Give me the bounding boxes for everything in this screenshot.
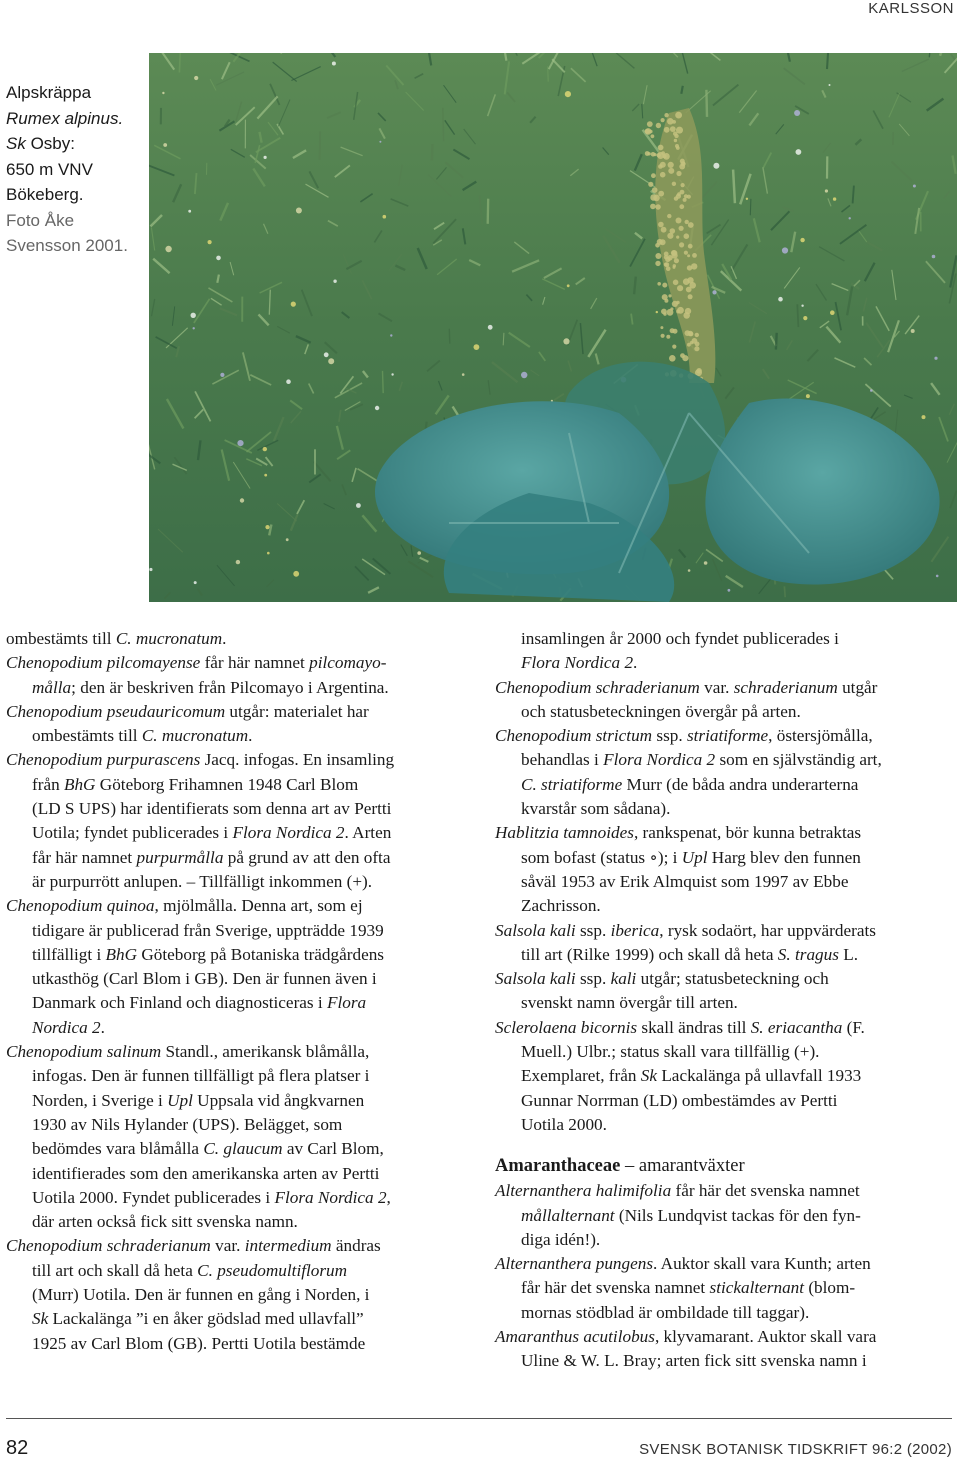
text-run: . <box>248 726 253 746</box>
text-run: (LD S UPS) har identifierats som denna art av Pertti <box>32 799 392 819</box>
text-run: tidigare är publicerad från Sverige, uppträdde 1939 <box>32 920 384 940</box>
text-run: Uline & W. L. Bray; arten fick sitt svenska namn i <box>521 1351 867 1371</box>
text-line <box>6 1016 466 1040</box>
italic-run: schraderianum <box>733 677 838 697</box>
text-run: såväl 1953 av Erik Almquist som 1997 av Ebbe <box>521 871 849 891</box>
italic-run: striatiforme <box>686 726 769 746</box>
text-run: får här det svenska namnet <box>521 1278 710 1298</box>
text-line <box>6 821 466 845</box>
text-run: ssp. <box>575 920 611 940</box>
text-line <box>495 748 947 772</box>
text-line <box>495 1301 947 1325</box>
text-line <box>6 1064 466 1088</box>
text-line <box>495 627 947 651</box>
text-line <box>495 991 947 1015</box>
italic-run: Alternanthera pungens <box>495 1254 654 1274</box>
text-line <box>495 919 947 943</box>
caption-province-abbrev: Sk <box>6 134 26 153</box>
italic-run: Sk <box>32 1309 49 1329</box>
italic-run: intermedium <box>244 1236 332 1256</box>
text-run: L. <box>838 944 859 964</box>
text-line <box>495 1325 947 1349</box>
caption-locality <box>6 131 146 157</box>
page-number: 82 <box>6 1437 29 1459</box>
text-run: Lackalänga ”i en åker gödslad med ullavfall” <box>48 1309 364 1329</box>
text-run: ombestämts till <box>32 726 142 746</box>
text-run: (F. <box>842 1017 865 1037</box>
text-line <box>6 1259 466 1283</box>
italic-run: BhG <box>105 944 138 964</box>
text-run: Uotila 2000. Fyndet publicerades i <box>32 1187 275 1207</box>
italic-run: Upl <box>167 1090 193 1110</box>
text-line <box>495 1040 947 1064</box>
text-line <box>495 1252 947 1276</box>
text-run: infogas. Den är funnen tillfälligt på flera platser i <box>32 1066 370 1086</box>
text-line <box>6 870 466 894</box>
text-run: , rankspenat, bör kunna betraktas <box>633 823 862 843</box>
text-run: utgår; statusbeteckning och <box>636 969 829 989</box>
italic-run: Alternanthera halimifolia <box>495 1181 672 1201</box>
text-line <box>495 724 947 748</box>
caption-species-name: Rumex alpinus. <box>6 108 124 128</box>
text-run: är purpurrött anlupen. – Tillfälligt inkommen (+). <box>32 871 373 891</box>
italic-run: Flora Nordica 2 <box>521 653 634 673</box>
text-run: 1925 av Carl Blom (GB). Pertti Uotila bestämde <box>32 1333 366 1353</box>
text-line <box>6 1162 466 1186</box>
text-run: Exemplaret, från <box>521 1066 641 1086</box>
text-line <box>495 1113 947 1137</box>
text-run: Muell.) Ulbr.; status skall vara tillfällig (+). <box>521 1042 820 1062</box>
italic-run: Amaranthus acutilobus <box>495 1327 655 1347</box>
text-run: . <box>222 629 227 648</box>
italic-run: Sk <box>640 1066 658 1086</box>
text-run: 1930 av Nils Hylander (UPS). Belägget, som <box>32 1114 343 1134</box>
text-line <box>495 1016 947 1040</box>
italic-run: S. eriacantha <box>750 1017 843 1037</box>
text-run: Uppsala vid ångkvarnen <box>192 1090 365 1110</box>
text-line <box>6 1137 466 1161</box>
text-line <box>6 1307 466 1331</box>
text-line <box>6 1040 466 1064</box>
text-run: från <box>32 774 64 794</box>
text-run: , <box>386 1187 391 1207</box>
text-line <box>6 724 466 748</box>
text-run: Norden, i Sverige i <box>32 1090 168 1110</box>
footer-rule <box>6 1418 952 1419</box>
text-line <box>495 846 947 870</box>
text-line <box>6 1186 466 1210</box>
text-line <box>6 1210 466 1234</box>
text-line <box>495 651 947 675</box>
text-run: . <box>633 653 638 673</box>
text-line <box>6 1234 466 1258</box>
text-run: Zachrisson. <box>521 896 601 916</box>
text-run: tillfälligt i <box>32 944 106 964</box>
text-line <box>6 846 466 870</box>
italic-run: Flora Nordica 2 <box>603 750 716 770</box>
text-run: som bofast (status ∘); i <box>521 847 682 867</box>
text-line <box>495 1349 947 1373</box>
text-run: Uotila; fyndet publicerades i <box>32 823 233 843</box>
text-line <box>6 1332 466 1356</box>
text-line <box>495 773 947 797</box>
text-line <box>6 627 466 651</box>
italic-run: S. tragus <box>777 944 839 964</box>
italic-run: Salsola kali <box>495 920 576 940</box>
text-run: (Nils Lundqvist tackas för den fyn- <box>614 1205 861 1225</box>
italic-run: Chenopodium schraderianum <box>495 677 700 697</box>
journal-title: SVENSK BOTANISK TIDSKRIFT 96:2 (2002) <box>639 1441 952 1458</box>
text-run: identifierades som den amerikanska arten av Pertti <box>32 1163 380 1183</box>
italic-run: mållalternant <box>521 1205 615 1225</box>
italic-run: mållа <box>32 677 72 697</box>
text-run: ombestämts till <box>6 629 116 648</box>
text-line <box>495 676 947 700</box>
text-run: var. <box>210 1236 245 1256</box>
text-line <box>495 1179 947 1203</box>
heading-title: Amaranthaceae <box>495 1156 621 1177</box>
text-run: Gunnar Norrman (LD) ombestämdes av Pertti <box>521 1090 838 1110</box>
figure-caption <box>6 80 146 259</box>
text-line <box>6 894 466 918</box>
running-head: KARLSSON <box>868 0 954 17</box>
text-run: . Auktor skall vara Kunth; arten <box>653 1254 871 1274</box>
italic-run: Nordica 2 <box>32 1017 101 1037</box>
text-run: (blom- <box>804 1278 856 1298</box>
text-run: . Arten <box>344 823 392 843</box>
text-run: på grund av att den ofta <box>223 847 391 867</box>
text-line <box>495 1228 947 1252</box>
text-line <box>6 991 466 1015</box>
caption-photo-credit-2: Svensson 2001. <box>6 236 128 255</box>
text-run: Göteborg Frihamnen 1948 Carl Blom <box>95 774 359 794</box>
text-line <box>6 919 466 943</box>
italic-run: Hablitzia tamnoides <box>495 823 634 843</box>
italic-run: Salsola kali <box>495 969 576 989</box>
text-run: Murr (de båda andra underarterna <box>622 774 859 794</box>
text-run: av Carl Blom, <box>282 1139 384 1159</box>
text-run: Uotila 2000. <box>521 1114 607 1134</box>
text-run: Jacq. infogas. En insamling <box>200 750 395 770</box>
caption-place-2: Bökeberg. <box>6 185 84 204</box>
text-run: Göteborg på Botaniska trädgårdens <box>137 944 384 964</box>
text-line <box>6 943 466 967</box>
text-line <box>6 1113 466 1137</box>
text-run: mornas stödblad är ombildade till taggar). <box>521 1302 810 1322</box>
text-run: utkasthög (Carl Blom i GB). Den är funnen även i <box>32 969 377 989</box>
text-run: svenskt namn övergår till arten. <box>521 993 738 1013</box>
italic-run: stickalternant <box>709 1278 805 1298</box>
text-line <box>6 1283 466 1307</box>
text-run: utgår: materialet har <box>225 701 369 721</box>
text-run: bedömdes vara blåmålla <box>32 1139 204 1159</box>
text-run: , mjölmålla. Denna art, som ej <box>154 896 363 916</box>
italic-run: kali <box>610 969 637 989</box>
italic-run: C. striatiforme <box>521 774 623 794</box>
italic-run: C. pseudomultiflorum <box>197 1260 348 1280</box>
right-column-text <box>495 627 947 1374</box>
italic-run: Chenopodium quinoa <box>6 896 155 916</box>
text-line <box>495 1204 947 1228</box>
text-line <box>495 821 947 845</box>
caption-distance: 650 m VNV <box>6 159 93 179</box>
text-line <box>495 870 947 894</box>
text-line <box>495 943 947 967</box>
text-run: var. <box>699 677 734 697</box>
text-line <box>495 967 947 991</box>
text-run: diga idén!). <box>521 1229 601 1249</box>
text-run: Danmark och Finland och diagnosticeras i <box>32 993 327 1013</box>
text-run: och statusbeteckningen övergår på arten. <box>521 701 801 721</box>
caption-photo-credit: Foto Åke <box>6 210 75 230</box>
italic-run: Flora Nordica 2 <box>274 1187 387 1207</box>
paragraph-spacer <box>495 1137 947 1153</box>
text-run: får här det svenska namnet <box>671 1181 860 1201</box>
text-run: , klyvamarant. Auktor skall vara <box>654 1327 877 1347</box>
text-line <box>6 748 466 772</box>
text-line <box>495 700 947 724</box>
italic-run: C. glaucum <box>203 1139 283 1159</box>
text-run: insamlingen år 2000 och fyndet publicerades i <box>521 629 839 648</box>
caption-place: Osby: <box>25 134 75 153</box>
plant-photograph <box>149 53 957 602</box>
text-run: får här namnet <box>200 653 310 673</box>
text-line <box>6 700 466 724</box>
italic-run: Upl <box>681 847 708 867</box>
text-run: kvarstår som sådana). <box>521 799 671 819</box>
text-run: till art och skall då heta <box>32 1260 198 1280</box>
text-run: (Murr) Uotila. Den är funnen en gång i Norden, i <box>32 1285 370 1305</box>
photo-illustration <box>149 53 957 602</box>
text-line <box>6 967 466 991</box>
caption-common-name: Alpskräppa <box>6 83 92 102</box>
italic-run: Flora Nordica 2 <box>232 823 345 843</box>
text-run: Lackalänga på ullavfall 1933 <box>657 1066 862 1086</box>
text-line <box>495 797 947 821</box>
text-run: . <box>100 1017 105 1037</box>
italic-run: BhG <box>63 774 96 794</box>
text-run: ändras <box>331 1236 381 1256</box>
text-line <box>495 1276 947 1300</box>
text-line <box>495 894 947 918</box>
text-run: får här namnet <box>32 847 137 867</box>
text-run: till art (Rilke 1999) och skall då heta <box>521 944 778 964</box>
italic-run: iberica <box>610 920 660 940</box>
italic-run: Chenopodium pseudauricomum <box>6 701 226 721</box>
text-line <box>6 773 466 797</box>
text-run: behandlas i <box>521 750 604 770</box>
italic-run: purpurmålla <box>136 847 224 867</box>
italic-run: C. mucronatum <box>115 629 223 648</box>
text-run: ssp. <box>652 726 687 746</box>
text-line <box>495 1089 947 1113</box>
text-line <box>6 797 466 821</box>
text-run: , östersjömålla, <box>768 726 873 746</box>
text-run: ; den är beskriven från Pilcomayo i Argentina. <box>71 677 389 697</box>
italic-run: Chenopodium salinum <box>6 1042 162 1062</box>
italic-run: pilcomayo- <box>309 653 387 673</box>
italic-run: Chenopodium pilcomayense <box>6 653 201 673</box>
text-line <box>6 1089 466 1113</box>
text-run: som en självständig art, <box>715 750 882 770</box>
text-run: ssp. <box>575 969 611 989</box>
text-run: utgår <box>837 677 878 697</box>
text-run: – amarantväxter <box>620 1156 745 1177</box>
italic-run: Chenopodium schraderianum <box>6 1236 211 1256</box>
italic-run: Chenopodium strictum <box>495 726 653 746</box>
left-column-text <box>6 627 466 1356</box>
section-heading <box>495 1153 947 1179</box>
text-run: , rysk sodaört, har uppvärderats <box>659 920 876 940</box>
text-line <box>495 1064 947 1088</box>
italic-run: Sclerolaena bicornis <box>495 1017 638 1037</box>
text-run: skall ändras till <box>637 1017 751 1037</box>
italic-run: Flora <box>326 993 367 1013</box>
text-run: Standl., amerikansk blåmålla, <box>161 1042 370 1062</box>
italic-run: C. mucronatum <box>141 726 249 746</box>
text-line <box>6 676 466 700</box>
text-run: där arten också fick sitt svenska namn. <box>32 1212 298 1232</box>
text-line <box>6 651 466 675</box>
text-run: Harg blev den funnen <box>707 847 861 867</box>
italic-run: Chenopodium purpurascens <box>6 750 201 770</box>
